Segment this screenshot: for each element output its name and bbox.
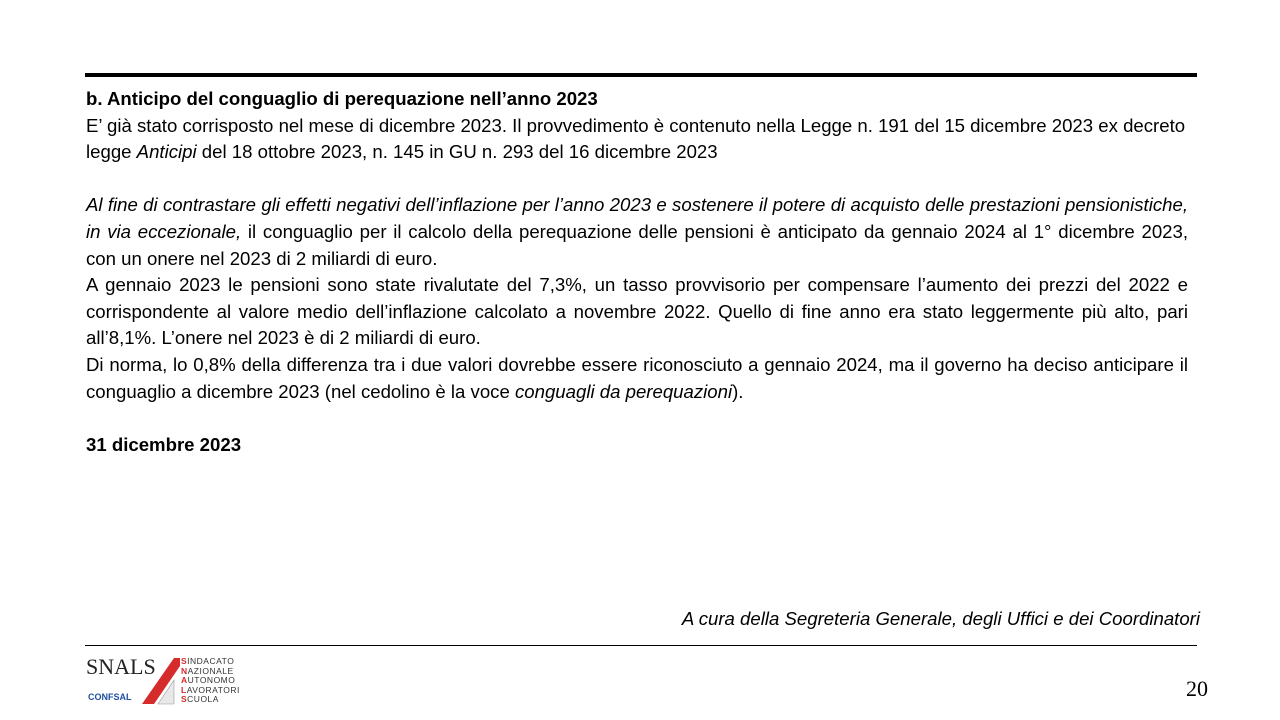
logo-words (181, 657, 240, 705)
logo-word-1-rest: INDACATO (187, 656, 235, 666)
paragraph-4-end: ). (732, 380, 744, 402)
paragraph-3: A gennaio 2023 le pensioni sono state rivalutate del 7,3%, un tasso provvisorio per compensare l’aumento dei prezzi del 2022 e corrispondente al valore medio dell’inflazione calcolato a novembre 2022. Quello di fine anno era stato leggermente più alto, pari all’8,1%. L’onere nel 2023 è di 2 miliardi di euro. (86, 274, 1188, 349)
logo-word-5-rest: CUOLA (187, 694, 219, 705)
paragraph-4-text: Di norma, lo 0,8% della differenza tra i due valori dovrebbe essere riconosciuto a gennaio 2024, ma il governo ha deciso anticipare il conguaglio a dicembre 2023 (nel cedolino è la voce (86, 353, 1188, 402)
paragraph-2-italic: Al fine di contrastare gli effetti negativi dell’inflazione per l’anno 2023 e sostenere il potere di acquisto delle prestazioni pensionistiche, in via eccezionale, (86, 194, 1188, 242)
logo-brand: SNALS (86, 654, 156, 679)
page-number: 20 (1186, 676, 1208, 701)
footer-note (682, 608, 1200, 630)
top-rule (85, 73, 1197, 77)
spacer (86, 166, 1188, 193)
paragraph-1 (86, 113, 1188, 166)
spacer (86, 405, 1188, 432)
logo-word-5-initial: S (181, 694, 188, 705)
logo-confsal: CONFSAL (88, 692, 132, 702)
bottom-rule (85, 645, 1197, 646)
slide-content (86, 86, 1188, 458)
logo-word-2-rest: AZIONALE (187, 665, 234, 676)
date-label: 31 dicembre 2023 (86, 433, 242, 455)
paragraph-1-italic: Anticipi (136, 141, 197, 163)
paragraph-2 (86, 192, 1188, 272)
logo-word-4-rest: AVORATORI (186, 684, 240, 695)
logo-word-3-initial: A (181, 675, 188, 686)
snals-logo (86, 654, 246, 710)
logo-word-4-initial: L (181, 684, 187, 695)
logo-word-5 (181, 695, 240, 705)
logo-word-1-initial: S (181, 656, 188, 666)
paragraph-1-end: del 18 ottobre 2023, n. 145 in GU n. 293 del 16 dicembre 2023 (196, 141, 718, 163)
section-heading: b. Anticipo del conguaglio di perequazione nell’anno 2023 (86, 88, 598, 109)
paragraph-4 (86, 352, 1188, 405)
logo-mark-icon (140, 656, 180, 706)
footer-note-text: A cura della Segreteria Generale, degli Uffici e dei Coordinatori (681, 608, 1200, 629)
paragraph-4-italic: conguagli da perequazioni (514, 380, 733, 402)
logo-word-3-rest: UTONOMO (187, 675, 236, 686)
paragraph-2-text: il conguaglio per il calcolo della perequazione delle pensioni è anticipato da gennaio 2024 al 1° dicembre 2023, con un onere nel 2023 di 2 miliardi di euro. (86, 220, 1189, 269)
logo-word-2-initial: N (181, 665, 188, 676)
paragraph-1-text: E’ già stato corrisposto nel mese di dicembre 2023. Il provvedimento è contenuto nella Legge n. 191 del 15 dicembre 2023 ex decreto legge (86, 114, 1186, 163)
